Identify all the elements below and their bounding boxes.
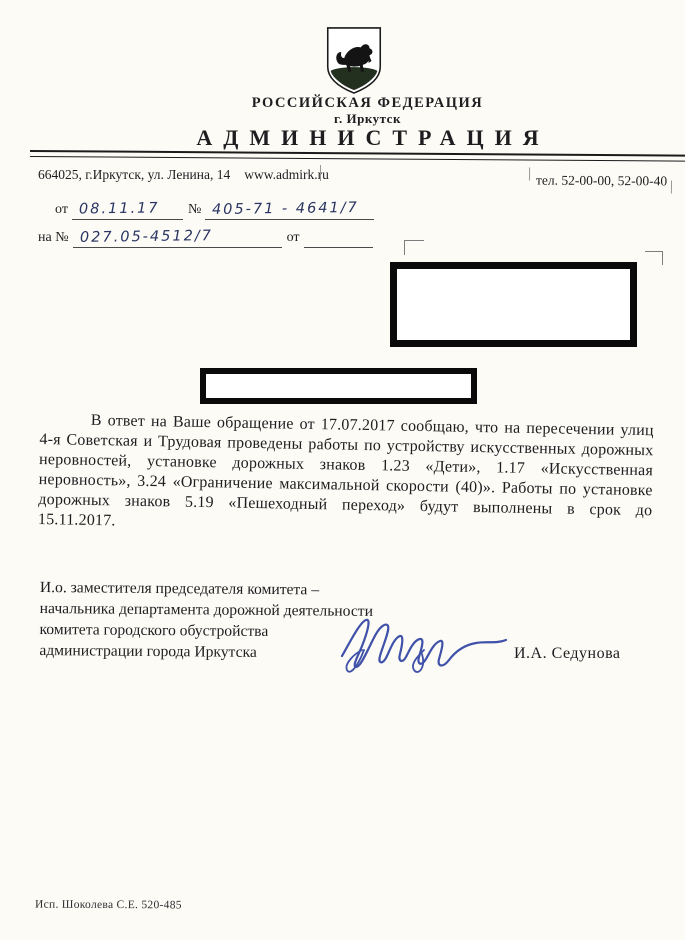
handwritten-reply-number: 027.05-4512/7 [79, 228, 213, 246]
signer-position-block [39, 577, 373, 664]
executor-note: Исп. Шоколева С.Е. 520-485 [34, 898, 182, 912]
reply-label: на № [38, 230, 69, 245]
number-label: № [187, 202, 202, 217]
handwritten-signature [336, 610, 514, 676]
letterhead-double-rule [30, 150, 685, 162]
signer-position-line: комитета городского обустройства [39, 620, 269, 640]
postal-address: 664025, г.Иркутск, ул. Ленина, 14 [38, 167, 231, 182]
signer-position-line: И.о. заместителя председателя комитета – [39, 578, 320, 599]
website-text: www.admirk.ru [244, 167, 329, 182]
address-corner-mark-right [645, 251, 663, 265]
signer-position-line: администрации города Иркутска [39, 641, 257, 661]
irkutsk-coat-of-arms-icon [324, 26, 384, 96]
incoming-reference-row [38, 229, 373, 248]
handwritten-date: 08.11.17 [78, 200, 160, 218]
reply-number-field [73, 229, 282, 248]
divider-tick [320, 165, 321, 181]
outgoing-reference-row [55, 201, 374, 220]
redaction-box-addressee [390, 262, 637, 347]
phone-numbers: тел. 52-00-00, 52-00-40 [535, 172, 668, 189]
address-corner-mark-left [404, 240, 424, 255]
city-title: г. Иркутск [334, 111, 401, 126]
handwritten-number: 405-71 - 4641/7 [212, 199, 360, 219]
reply-date-label: от [286, 230, 300, 245]
country-title: РОССИЙСКАЯ ФЕДЕРАЦИЯ [251, 95, 484, 111]
organization-title: АДМИНИСТРАЦИЯ [196, 125, 550, 150]
letter-body-paragraph: В ответ на Ваше обращение от 17.07.2017 сообщаю, что на пересечении улиц 4-я Советская и Трудовая проведены работы по устройству искусственных дорожных неровностей, установке дорожных знаков 1.23 «Дети», 1.17 «Искусственная неровность», 3.24 «Ограничение максимальной скорости (40)». Работы по установке дорожных знаков 5.19 «Пешеходный переход» будут выполнены в срок до 15.11.2017. [37, 411, 654, 530]
date-field [72, 201, 183, 220]
reply-date-field [304, 229, 373, 248]
signer-position-line: начальника департамента дорожной деятельности [39, 599, 374, 620]
number-field [205, 201, 374, 220]
contact-line [38, 167, 329, 183]
signer-name: И.А. Седунова [514, 645, 621, 662]
redaction-box-name [200, 368, 477, 404]
date-label: от [55, 202, 68, 217]
